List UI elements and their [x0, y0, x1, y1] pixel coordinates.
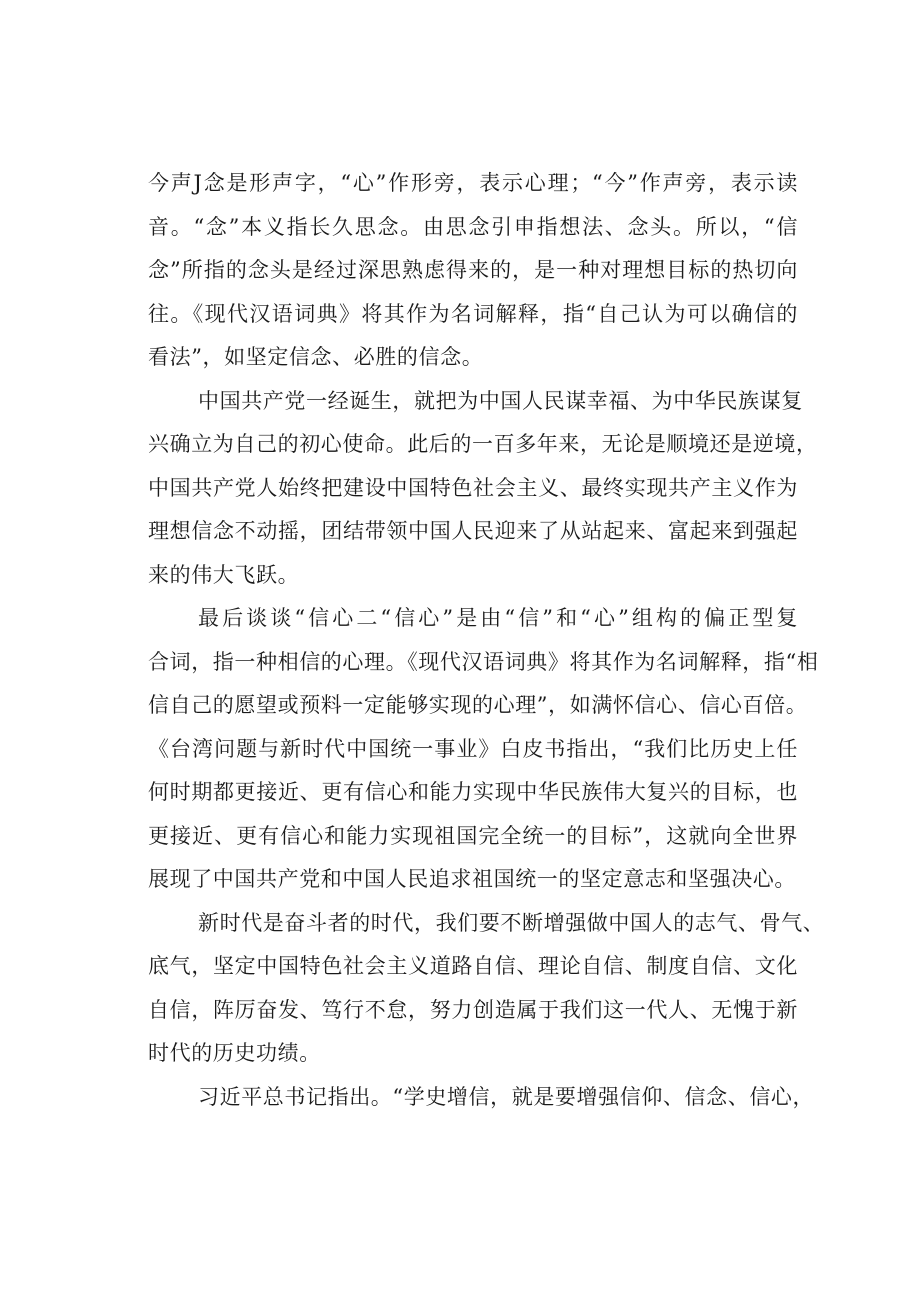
text-line: 理想信念不动摇，团结带领中国人民迎来了从站起来、富起来到强起: [148, 519, 798, 543]
text-line: 展现了中国共产党和中国人民追求祖国统一的坚定意志和坚强决心。: [148, 867, 796, 891]
paragraph-first-line: 中国共产党一经诞生，就把为中国人民谋幸福、为中华民族谋复: [198, 388, 803, 413]
text-line: 何时期都更接近、更有信心和能力实现中华民族伟大复兴的目标，也: [148, 780, 798, 804]
text-line: 时代的历史功绩。: [148, 1041, 321, 1065]
text-line: 底气，坚定中国特色社会主义道路自信、理论自信、制度自信、文化: [148, 954, 798, 978]
text-line: 中国共产党人始终把建设中国特色社会主义、最终实现共产主义作为: [148, 475, 798, 500]
text-line: 信自己的愿望或预料一定能够实现的心理”，如满怀信心、信心百倍。: [148, 693, 808, 717]
text-line: 《台湾问题与新时代中国统一事业》白皮书指出，“我们比历史上任: [148, 736, 798, 761]
text-line: 念”所指的念头是经过深思熟虑得来的，是一种对理想目标的热切向: [148, 258, 798, 282]
text-line: 来的伟大飞跃。: [148, 562, 300, 587]
paragraph-first-line: 新时代是奋斗者的时代，我们要不断增强做中国人的志气、骨气、: [198, 910, 825, 935]
text-line: 自信，阵厉奋发、笃行不怠，努力创造属于我们这一代人、无愧于新: [148, 997, 798, 1022]
text-line: 音。“念”本义指长久思念。由思念引申指想法、念头。所以，“信: [148, 214, 798, 239]
paragraph-first-line: 最后谈谈“信心二“信心”是由“信”和“心”组构的偏正型复: [198, 606, 798, 630]
document-body: [148, 162, 825, 1119]
text-line: 更接近、更有信心和能力实现祖国完全统一的目标”，这就向全世界: [148, 823, 798, 848]
paragraph-first-line: 习近平总书记指出。“学史增信，就是要增强信仰、信念、信心，: [198, 1084, 815, 1109]
text-line: 合词，指一种相信的心理。《现代汉语词典》将其作为名词解释，指“相: [148, 649, 819, 674]
text-line: 今声J念是形声字，“心”作形旁，表示心理；“今”作声旁，表示读: [148, 171, 798, 195]
text-line: 看法”，如坚定信念、必胜的信念。: [148, 345, 484, 369]
text-line: 往。《现代汉语词典》将其作为名词解释，指“自己认为可以确信的: [148, 301, 798, 326]
text-line: 兴确立为自己的初心使命。此后的一百多年来，无论是顺境还是逆境，: [148, 432, 818, 456]
